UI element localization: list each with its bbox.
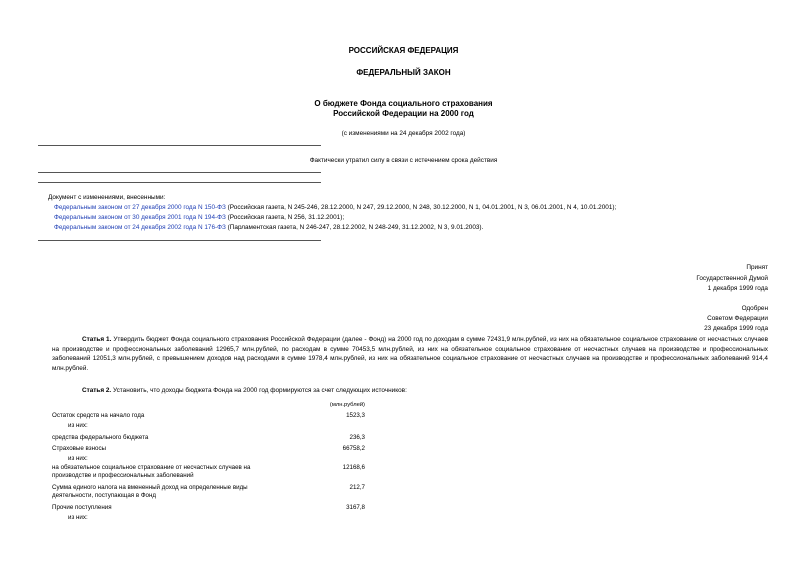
- divider: [38, 182, 321, 183]
- unit-label: (млн.рублей): [329, 402, 365, 408]
- amendment-item: [54, 204, 616, 211]
- approved-by: Советом Федерации: [707, 315, 768, 322]
- article-2: [82, 387, 407, 394]
- status-note: Фактически утратил силу в связи с истечением срока действия: [309, 157, 498, 164]
- amendments-intro: Документ с изменениями, внесенными:: [48, 194, 166, 201]
- amendment-item: [54, 214, 344, 221]
- title-line-1: О бюджете Фонда социального страхования: [314, 99, 493, 108]
- amendment-link[interactable]: Федеральным законом от 30 декабря 2001 года N 194-ФЗ: [54, 214, 226, 221]
- article-label: Статья 2.: [82, 387, 112, 394]
- approved-label: Одобрен: [741, 305, 768, 312]
- table-row-value: 1523,3: [346, 412, 365, 419]
- table-row-label: на обязательное социальное страхование от несчастных случаев на производстве и профессиональных заболеваний: [52, 464, 251, 480]
- divider: [38, 240, 321, 241]
- table-row-value: 66758,2: [342, 445, 365, 452]
- amendment-source: (Парламентская газета, N 246-247, 28.12.2002, N 248-249, 31.12.2002, N 3, 9.01.2003).: [225, 224, 484, 231]
- table-row-label: из них:: [68, 514, 88, 521]
- article-text: Установить, что доходы бюджета Фонда на 2000 год формируются за счет следующих источников:: [111, 387, 407, 394]
- accepted-by: Государственной Думой: [696, 275, 768, 282]
- amendment-source: (Российская газета, N 245-246, 28.12.2000, N 247, 29.12.2000, N 248, 30.12.2000, N 1, 04.01.2001, N 3, 06.01.2001, N 4, 10.01.2001);: [225, 204, 617, 211]
- table-row-label: Страховые взносы: [52, 445, 106, 452]
- amendment-item: [54, 224, 483, 231]
- document-type: ФЕДЕРАЛЬНЫЙ ЗАКОН: [356, 68, 451, 77]
- table-row-label: средства федерального бюджета: [52, 434, 149, 441]
- table-row-label: из них:: [68, 422, 88, 429]
- amended-note: (с изменениями на 24 декабря 2002 года): [341, 130, 466, 137]
- country-heading: РОССИЙСКАЯ ФЕДЕРАЦИЯ: [348, 46, 459, 55]
- table-row-label: Остаток средств на начало года: [52, 412, 145, 419]
- accepted-date: 1 декабря 1999 года: [707, 285, 768, 292]
- table-row-label: из них:: [68, 455, 88, 462]
- divider: [38, 145, 321, 146]
- divider: [38, 172, 321, 173]
- table-row-value: 212,7: [349, 484, 365, 491]
- article-label: Статья 1.: [82, 336, 112, 343]
- amendment-source: (Российская газета, N 256, 31.12.2001);: [225, 214, 345, 221]
- article-1: [52, 335, 768, 374]
- table-row-label: Сумма единого налога на вмененный доход на определенные виды деятельности, поступающая в Фонд: [52, 484, 248, 500]
- amendment-link[interactable]: Федеральным законом от 27 декабря 2000 года N 150-ФЗ: [54, 204, 226, 211]
- table-row-value: 12168,6: [342, 464, 365, 471]
- title-line-2: Российской Федерации на 2000 год: [333, 109, 474, 118]
- article-text: Утвердить бюджет Фонда социального страхования Российской Федерации (далее - Фонд) на 2000 год по доходам в сумме 72431,9 млн.рублей, из них на обязательное социальное страхование от несчастных случаев на производстве и профессиональных заболеваний 12965,7 млн.рублей, по расходам в сумме 70453,5 млн.рублей, из них на обязательное социальное страхование от несчастных случаев на производстве и профессиональных заболеваний 12051,3 млн.рублей, с превышением доходов над расходами в сумме 1978,4 млн.рублей, из них на обязательное социальное страхование от несчастных случаев на производстве и профессиональных заболеваний 914,4 млн.рублей.: [52, 336, 768, 373]
- table-row-label: Прочие поступления: [52, 504, 112, 511]
- table-row-value: 3167,8: [346, 504, 365, 511]
- amendment-link[interactable]: Федеральным законом от 24 декабря 2002 года N 176-ФЗ: [54, 224, 226, 231]
- approved-date: 23 декабря 1999 года: [704, 325, 768, 332]
- accepted-label: Принят: [746, 264, 768, 271]
- table-row-value: 236,3: [349, 434, 365, 441]
